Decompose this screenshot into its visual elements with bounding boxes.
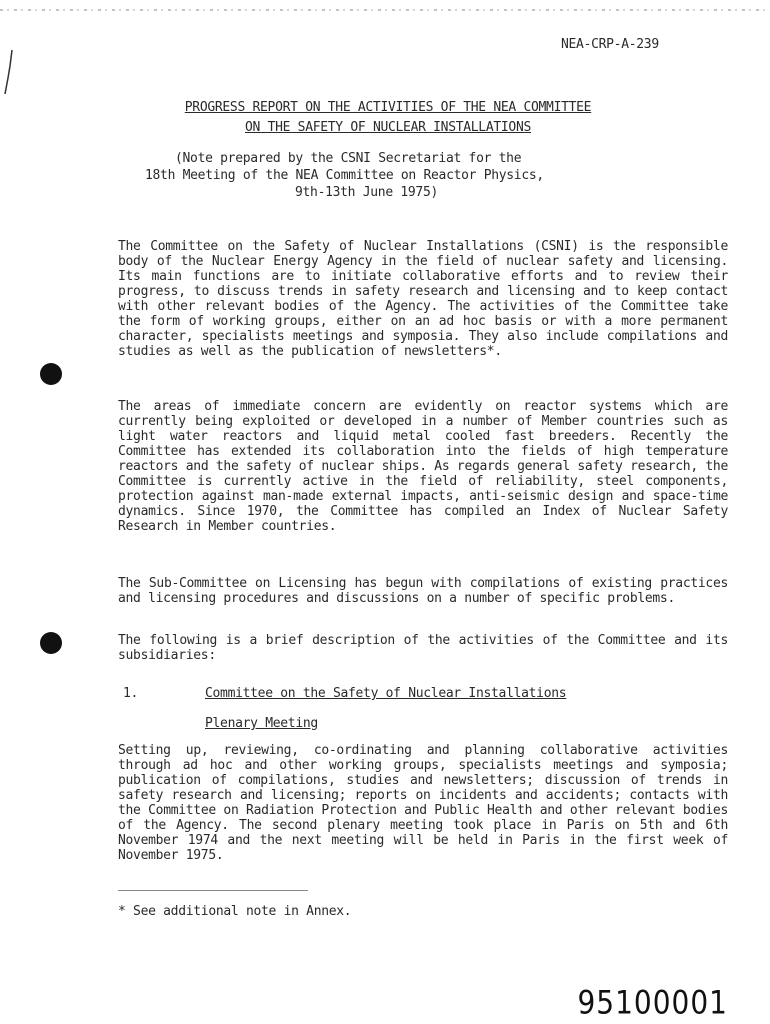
document-reference: NEA-CRP-A-239 — [561, 37, 659, 52]
margin-mark-icon — [2, 48, 16, 98]
footnote: * See additional note in Annex. — [118, 904, 352, 919]
note-line2: 18th Meeting of the NEA Committee on Reactor Physics, — [145, 168, 544, 183]
plenary-paragraph: Setting up, reviewing, co-ordinating and planning collaborative activities through ad hoc and other working groups, specialists meetings and symposia; publication of compilations, studies and newsletters; discussion of trends in safety research and licensing; reports on incidents and accidents; contacts with the Committee on Radiation Protection and Public Health and other relevant bodies of the Agency. The second plenary meeting took place in Paris on 5th and 6th November 1974 and the next meeting will be held in Paris in the first week of November 1975. — [118, 743, 728, 863]
section-number: 1. — [123, 686, 139, 701]
paragraph-4: The following is a brief description of the activities of the Committee and its subsidiaries: — [118, 633, 728, 663]
section-title: Committee on the Safety of Nuclear Installations — [205, 686, 567, 701]
footnote-divider — [118, 890, 308, 891]
punch-hole — [40, 632, 62, 654]
note-line1: (Note prepared by the CSNI Secretariat for the — [175, 151, 522, 166]
note-line3: 9th-13th June 1975) — [295, 185, 439, 200]
document-stamp-number: 95100001 — [577, 983, 728, 1022]
paragraph-2: The areas of immediate concern are evidently on reactor systems which are currently being exploited or developed in a number of Member countries such as light water reactors and liquid metal cooled fast breeders. Recently the Committee has extended its collaboration into the fields of high temperature reactors and the safety of nuclear ships. As regards general safety research, the Committee is currently active in the field of reliability, steel components, protection against man-made external impacts, anti-seismic design and space-time dynamics. Since 1970, the Committee has compiled an Index of Nuclear Safety Research in Member countries. — [118, 399, 728, 534]
paragraph-1: The Committee on the Safety of Nuclear Installations (CSNI) is the responsible body of the Nuclear Energy Agency in the field of nuclear safety and licensing. Its main functions are to initiate collaborative efforts and to review their progress, to discuss trends in safety research and licensing and to keep contact with other relevant bodies of the Agency. The activities of the Committee take the form of working groups, either on an ad hoc basis or with a more permanent character, specialists meetings and symposia. They also include compilations and studies as well as the publication of newsletters*. — [118, 239, 728, 359]
punch-hole — [40, 363, 62, 385]
report-title-line1: PROGRESS REPORT ON THE ACTIVITIES OF THE NEA COMMITTEE — [184, 100, 592, 115]
paragraph-3: The Sub-Committee on Licensing has begun with compilations of existing practices and licensing procedures and discussions on a number of specific problems. — [118, 576, 728, 606]
report-title-line2: ON THE SAFETY OF NUCLEAR INSTALLATIONS — [244, 120, 531, 135]
subsection-title: Plenary Meeting — [205, 716, 318, 731]
scan-artifact-line — [0, 9, 770, 11]
